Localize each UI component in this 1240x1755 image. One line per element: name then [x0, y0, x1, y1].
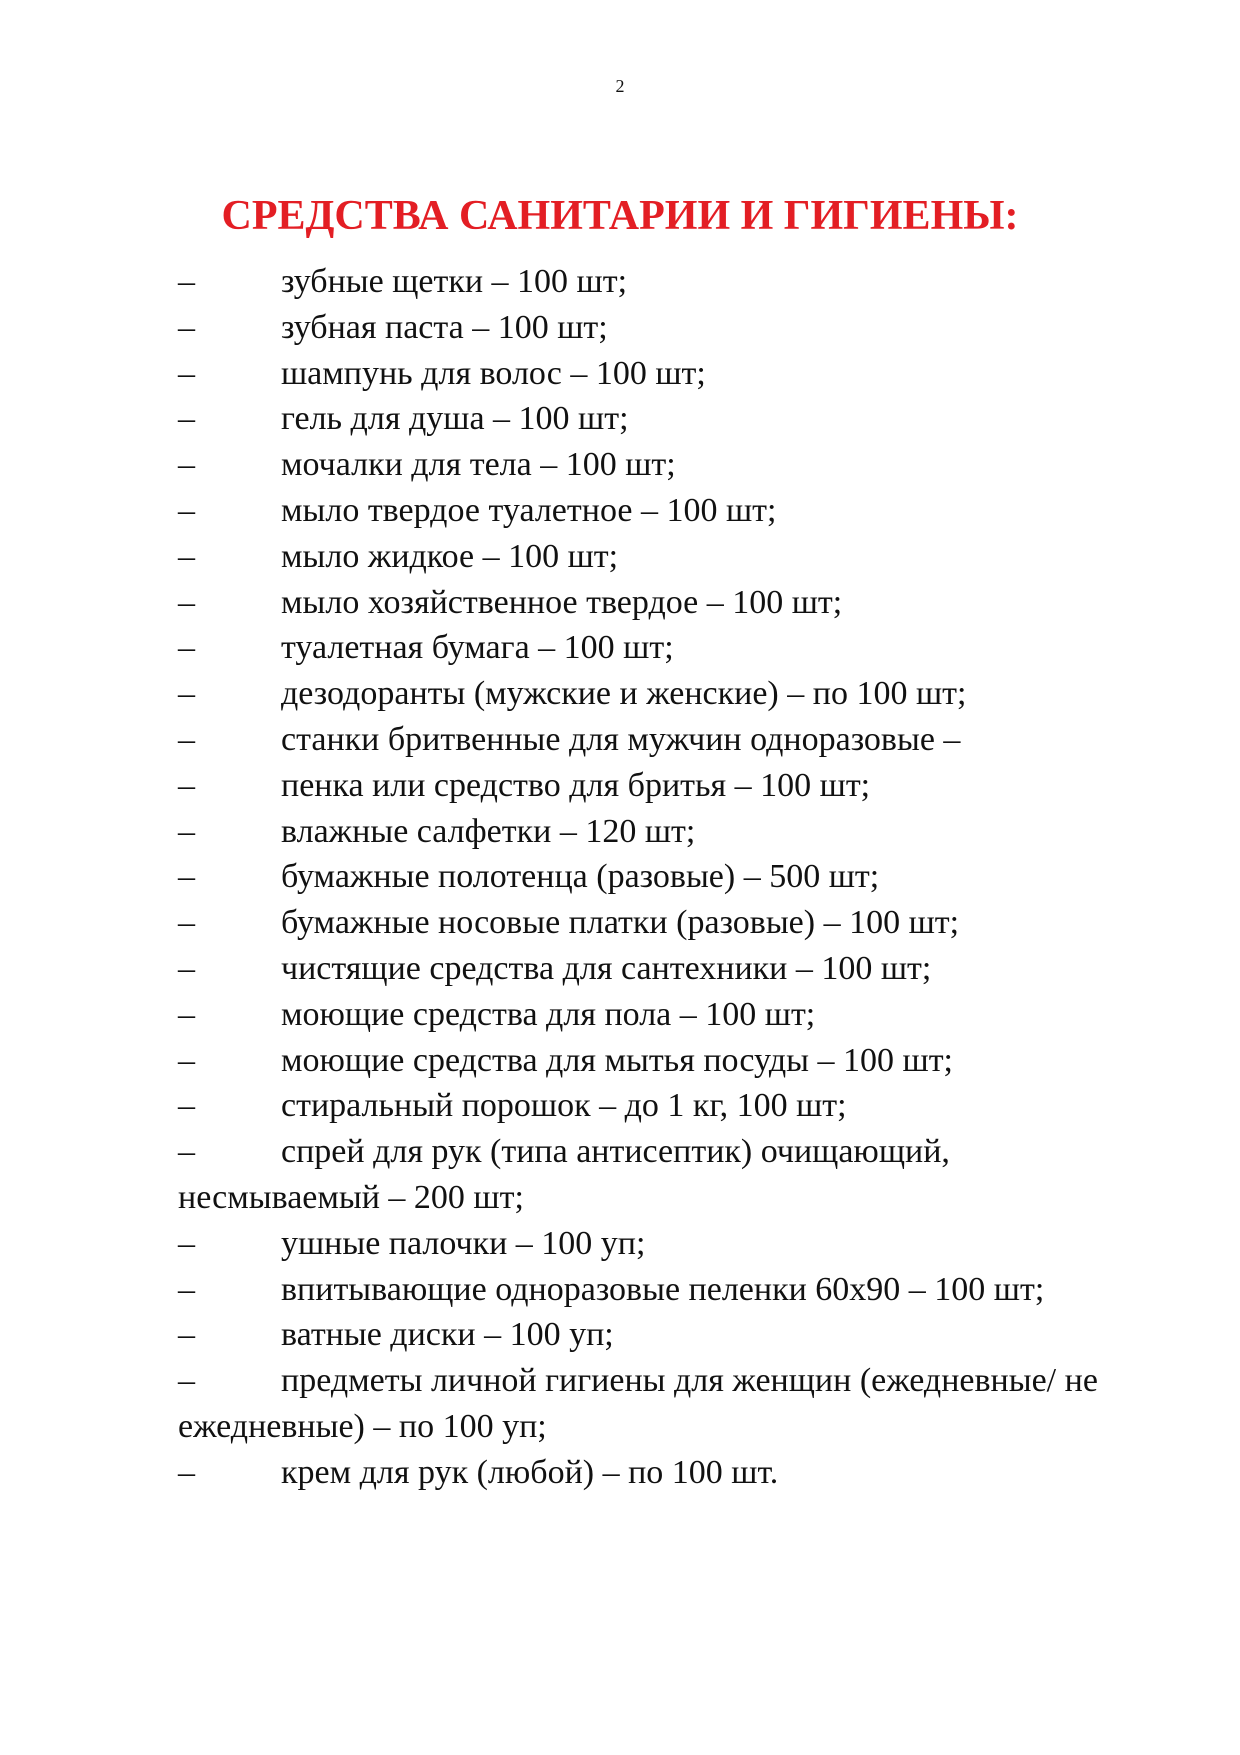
list-item [178, 1038, 1158, 1084]
supply-list [178, 259, 1158, 1496]
dash-bullet: – [178, 263, 195, 300]
list-item [178, 396, 1158, 442]
list-item-text: крем для рук (любой) – по 100 шт. [281, 1453, 779, 1491]
list-item [178, 305, 1158, 351]
list-item-text: шампунь для волос – 100 шт; [281, 354, 706, 392]
dash-bullet: – [178, 1224, 195, 1262]
list-item [178, 1358, 1158, 1450]
list-item [178, 671, 1158, 717]
dash-bullet: – [178, 995, 195, 1033]
list-item [178, 580, 1158, 626]
list-item [178, 1312, 1158, 1358]
list-item [178, 534, 1158, 580]
page-title: СРЕДСТВА САНИТАРИИ И ГИГИЕНЫ: [221, 193, 1019, 239]
dash-bullet: – [178, 904, 195, 942]
dash-bullet: – [178, 1316, 195, 1354]
dash-bullet: – [178, 766, 195, 804]
list-item-text: моющие средства для пола – 100 шт; [281, 995, 816, 1033]
list-item [178, 1221, 1158, 1267]
dash-bullet: – [178, 354, 195, 392]
list-item [178, 1450, 1158, 1496]
list-item-text: бумажные носовые платки (разовые) – 100 шт; [281, 904, 960, 942]
list-item-text: предметы личной гигиены для женщин (ежедневные/ не ежедневные) – по 100 уп; [178, 1362, 1098, 1445]
dash-bullet: – [178, 675, 195, 713]
list-item-text: стиральный порошок – до 1 кг, 100 шт; [281, 1087, 847, 1125]
dash-bullet: – [178, 1087, 195, 1125]
dash-bullet: – [178, 1453, 195, 1491]
list-item-text: дезодоранты (мужские и женские) – по 100 шт; [281, 675, 967, 713]
list-item-text: ватные диски – 100 уп; [281, 1316, 614, 1354]
list-item [178, 1083, 1158, 1129]
list-item-text: спрей для рук (типа антисептик) очищающий, несмываемый – 200 шт; [178, 1133, 950, 1216]
list-item-text: мыло хозяйственное твердое – 100 шт; [281, 583, 843, 621]
dash-bullet: – [178, 537, 195, 575]
dash-bullet: – [178, 1041, 195, 1079]
dash-bullet: – [178, 583, 195, 621]
dash-bullet: – [178, 1133, 195, 1171]
list-item [178, 488, 1158, 534]
dash-bullet: – [178, 1270, 195, 1308]
list-item-text: мыло твердое туалетное – 100 шт; [281, 491, 777, 529]
dash-bullet: – [178, 446, 195, 484]
list-item-text: зубные щетки – 100 шт; [281, 263, 628, 300]
list-item-text: чистящие средства для сантехники – 100 шт; [281, 949, 932, 987]
list-item [178, 992, 1158, 1038]
list-item-text: бумажные полотенца (разовые) – 500 шт; [281, 858, 880, 896]
list-item [178, 854, 1158, 900]
dash-bullet: – [178, 812, 195, 850]
dash-bullet: – [178, 629, 195, 667]
dash-bullet: – [178, 858, 195, 896]
dash-bullet: – [178, 949, 195, 987]
list-item-text: моющие средства для мытья посуды – 100 шт; [281, 1041, 953, 1079]
list-item [178, 717, 1158, 763]
list-item [178, 763, 1158, 809]
list-item-text: мочалки для тела – 100 шт; [281, 446, 676, 484]
list-item-text: впитывающие одноразовые пеленки 60х90 – 100 шт; [281, 1270, 1045, 1308]
list-item [178, 900, 1158, 946]
list-item [178, 809, 1158, 855]
list-item [178, 442, 1158, 488]
list-item-text: ушные палочки – 100 уп; [281, 1224, 646, 1262]
list-item-text: станки бритвенные для мужчин одноразовые – [281, 720, 961, 758]
list-item-text: туалетная бумага – 100 шт; [281, 629, 674, 667]
dash-bullet: – [178, 308, 195, 346]
list-item [178, 946, 1158, 992]
list-item-text: зубная паста – 100 шт; [281, 308, 608, 346]
list-item [178, 351, 1158, 397]
dash-bullet: – [178, 400, 195, 438]
dash-bullet: – [178, 720, 195, 758]
list-item [178, 625, 1158, 671]
list-item [178, 259, 1158, 305]
page-number: 2 [615, 76, 625, 96]
list-item-text: гель для душа – 100 шт; [281, 400, 629, 438]
dash-bullet: – [178, 491, 195, 529]
list-item-text: пенка или средство для бритья – 100 шт; [281, 766, 871, 804]
list-item-text: мыло жидкое – 100 шт; [281, 537, 619, 575]
dash-bullet: – [178, 1362, 195, 1400]
list-item-text: влажные салфетки – 120 шт; [281, 812, 696, 850]
list-item [178, 1129, 1158, 1221]
list-item [178, 1267, 1158, 1313]
